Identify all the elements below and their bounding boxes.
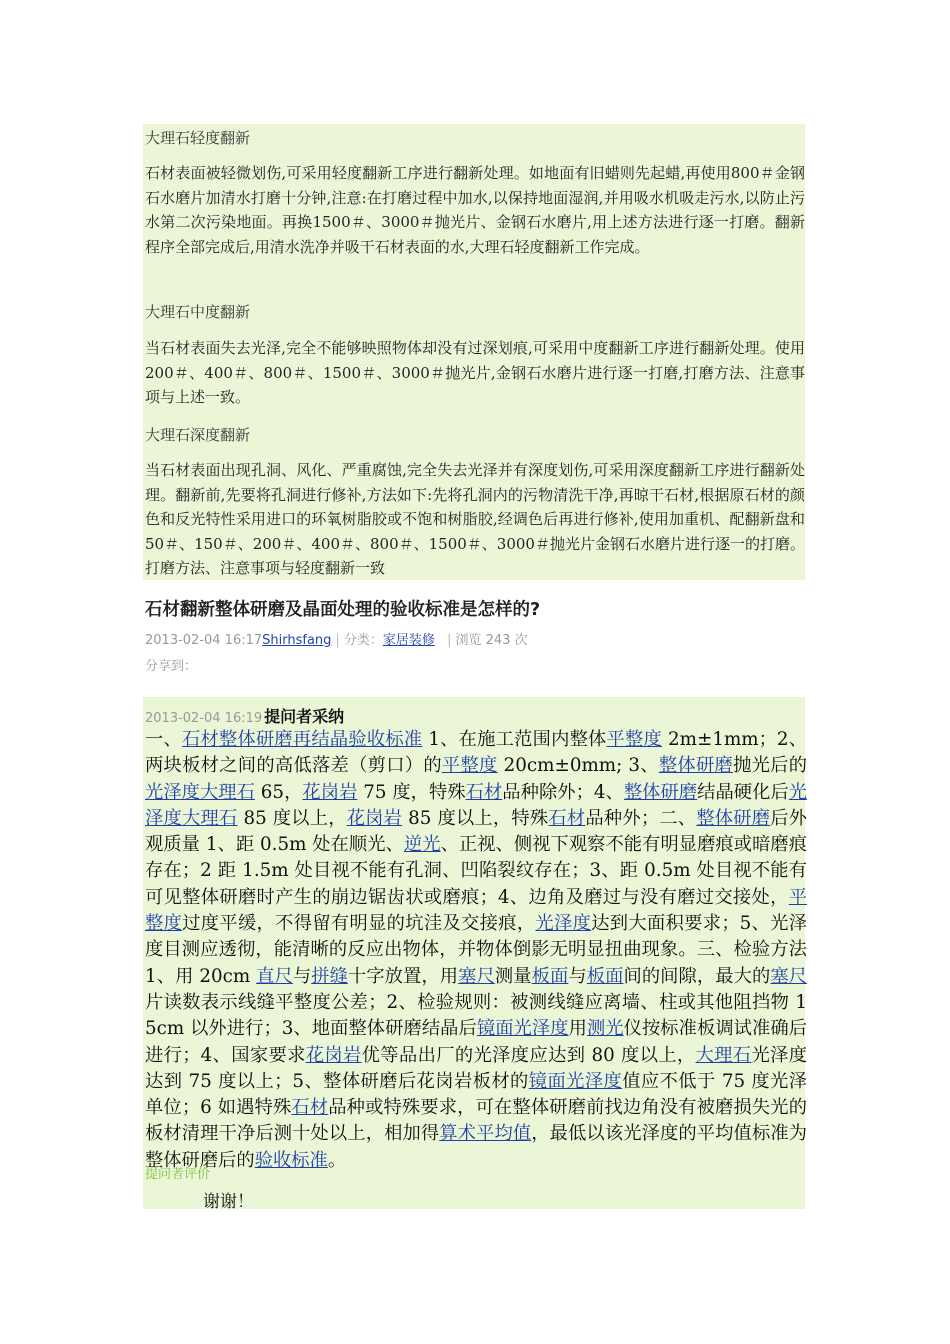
section-title-deep: 大理石深度翻新 (145, 426, 251, 444)
answer-text: 75 度，特殊 (357, 781, 466, 803)
answer-text: 结晶硬化后 (697, 781, 789, 803)
answer-text: 值应不低于 75 度光泽单位；6 如遇特殊 (145, 1070, 808, 1119)
category-label: 分类： (343, 633, 383, 648)
question-meta (145, 629, 528, 648)
answer-text: 品种或特殊要求，可在整体研磨前找边角没有被磨损失光的板材清理干净后测十处以上，相加得 (145, 1097, 808, 1145)
answer-text: 优等品出厂的光泽度应达到 80 度以上， (361, 1044, 696, 1066)
question-title: 石材翻新整体研磨及晶面处理的验收标准是怎样的? (145, 600, 541, 620)
section-body-light: 石材表面被轻微划伤,可采用轻度翻新工序进行翻新处理。如地面有旧蜡则先起蜡,再使用800＃金钢石水磨片加清水打磨十分钟,注意:在打磨过程中加水,以保持地面湿润,并用吸水机吸走污水,以防止污水第二次污染地面。再换1500＃、3000＃抛光片、金钢石水磨片,用上述方法进行逐一打磨。翻新程序全部完成后,用清水洗净并吸干石材表面的水,大理石轻度翻新工作完成。 (145, 164, 805, 256)
answer-keyword-link[interactable]: 镜面光泽度 (476, 1018, 569, 1040)
answer-text: 抛光后的 (733, 755, 808, 777)
answer-keyword-link[interactable]: 光泽度 (535, 913, 592, 935)
answer-keyword-link[interactable]: 直尺 (256, 965, 293, 987)
answer-keyword-link[interactable]: 镜面光泽度 (528, 1070, 623, 1092)
answer-keyword-link[interactable]: 逆光 (403, 834, 441, 856)
answer-keyword-link[interactable]: 板面 (531, 965, 569, 987)
answer-text: 间的间隙，最大的 (623, 965, 771, 987)
answer-text: 2m±1mm；2、两块板材之间的高低落差（剪口）的 (145, 729, 808, 777)
answer-keyword-link[interactable]: 拼缝 (311, 965, 348, 987)
answer-text: 与 (292, 965, 312, 987)
view-count: 浏览 243 次 (455, 633, 528, 648)
answer-text: 1、在施工范围内整体 (422, 729, 607, 750)
answer-text: 达到大面积要求；5、光泽度目测应透彻，能清晰的反应出物体，并物体倒影无明显扭曲现象。三、检验方法 1、用 20cm (145, 913, 808, 987)
section-title-light: 大理石轻度翻新 (145, 129, 251, 147)
answer-text: 仪按标准板调试准确后进行；4、国家要求 (145, 1018, 807, 1066)
meta-separator: | (438, 633, 452, 648)
answer-keyword-link[interactable]: 测光 (586, 1018, 624, 1040)
answer-text: 一、 (145, 729, 182, 750)
answer-text: 85 度以上， (237, 807, 347, 829)
answer-text: 后外观质量 1、距 0.5m 处在顺光、 (145, 807, 808, 856)
section-title-medium: 大理石中度翻新 (145, 303, 251, 321)
answer-keyword-link[interactable]: 石材整体研磨再结晶验收标准 (181, 729, 423, 750)
section-body-deep: 当石材表面出现孔洞、风化、严重腐蚀,完全失去光泽并有深度划伤,可采用深度翻新工序进行翻新处理。翻新前,先要将孔洞进行修补,方法如下:先将孔洞内的污物清洗干净,再晾干石材,根据原石材的颜色和反光特性采用进口的环氧树脂胶或不饱和树脂胶,经调色后再进行修补,使用加重机、配翻新盘和50＃、150＃、200＃、400＃、800＃、1500＃、3000＃抛光片金钢石水磨片进行逐一的打磨。打磨方法、注意事项与轻度翻新一致 (145, 461, 805, 577)
answer-datetime: 2013-02-04 16:19 (145, 711, 263, 726)
answer-text: 与 (568, 965, 587, 987)
answer-keyword-link[interactable]: 石材 (465, 781, 503, 803)
answer-body (145, 727, 807, 1174)
category-link[interactable]: 家居装修 (382, 633, 435, 648)
answer-text: 65， (254, 781, 303, 803)
answer-keyword-link[interactable]: 平整度 (145, 886, 807, 935)
answer-keyword-link[interactable]: 大理石 (695, 1044, 752, 1066)
answer-keyword-link[interactable]: 整体研磨 (696, 807, 771, 829)
answer-text: 用 (568, 1018, 587, 1040)
answer-header (145, 704, 344, 727)
answer-text: 。 (327, 1149, 347, 1171)
answer-text: 20cm±0mm; 3、 (497, 755, 659, 777)
answer-text: 品种除外；4、 (502, 781, 624, 803)
answer-keyword-link[interactable]: 平整度 (606, 729, 663, 750)
answer-keyword-link[interactable]: 整体研磨 (658, 755, 734, 777)
answer-keyword-link[interactable]: 平整度 (441, 755, 498, 777)
evaluation-label: 提问者评价 (145, 1167, 211, 1182)
answer-keyword-link[interactable]: 花岗岩 (305, 1044, 362, 1066)
author-link[interactable]: Shirhsfang (262, 633, 332, 648)
answer-keyword-link[interactable]: 算术平均值 (439, 1123, 532, 1145)
answer-text: 光泽度达到 75 度以上；5、整体研磨后花岗岩板材的 (145, 1044, 807, 1092)
answer-keyword-link[interactable]: 花岗岩 (302, 781, 358, 803)
answer-text: ，最低以该光泽度的平均值标准为整体研磨后的 (145, 1123, 808, 1171)
answer-text: 片读数表示线缝平整度公差；2、检验规则：被测线缝应离墙、柱或其他阻挡物 15cm 以外进行；3、地面整体研磨结晶后 (145, 991, 807, 1040)
accepted-answer-label: 提问者采纳 (264, 707, 345, 726)
answer-text: 、正视、侧视下观察不能有明显磨痕或暗磨痕存在；2 距 1.5m 处目视不能有孔洞、凹陷裂纹存在；3、距 0.5m 处目视不能有可见整体研磨时产生的崩边锯齿状或磨痕；4、边角及磨过与没有磨过交接处， (145, 834, 808, 908)
evaluation-text: 谢谢！ (203, 1192, 254, 1212)
answer-text: 测量 (494, 965, 532, 987)
answer-keyword-link[interactable]: 石材 (548, 807, 586, 829)
answer-text: 85 度以上，特殊 (402, 807, 549, 829)
answer-keyword-link[interactable]: 石材 (291, 1097, 329, 1119)
answer-text: 十字放置，用 (347, 965, 459, 987)
answer-keyword-link[interactable]: 光泽度大理石 (145, 781, 255, 803)
answer-keyword-link[interactable]: 花岗岩 (346, 807, 403, 829)
answer-keyword-link[interactable]: 塞尺 (770, 965, 808, 987)
answer-keyword-link[interactable]: 塞尺 (458, 965, 495, 987)
answer-keyword-link[interactable]: 光泽度大理石 (145, 781, 808, 829)
answer-keyword-link[interactable]: 整体研磨 (623, 781, 698, 803)
section-body-medium: 当石材表面失去光泽,完全不能够映照物体却没有过深划痕,可采用中度翻新工序进行翻新处理。使用200＃、400＃、800＃、1500＃、3000＃抛光片,金钢石水磨片进行逐一打磨,打磨方法、注意事项与上述一致。 (145, 339, 805, 406)
answer-keyword-link[interactable]: 验收标准 (254, 1149, 328, 1171)
meta-separator: | (335, 633, 340, 648)
answer-text: 品种外；二、 (585, 807, 697, 829)
question-datetime: 2013-02-04 16:17 (145, 633, 263, 648)
answer-text: 过度平缓，不得留有明显的坑洼及交接痕， (182, 913, 536, 935)
share-label: 分享到： (145, 659, 198, 674)
answer-keyword-link[interactable]: 板面 (586, 965, 624, 987)
